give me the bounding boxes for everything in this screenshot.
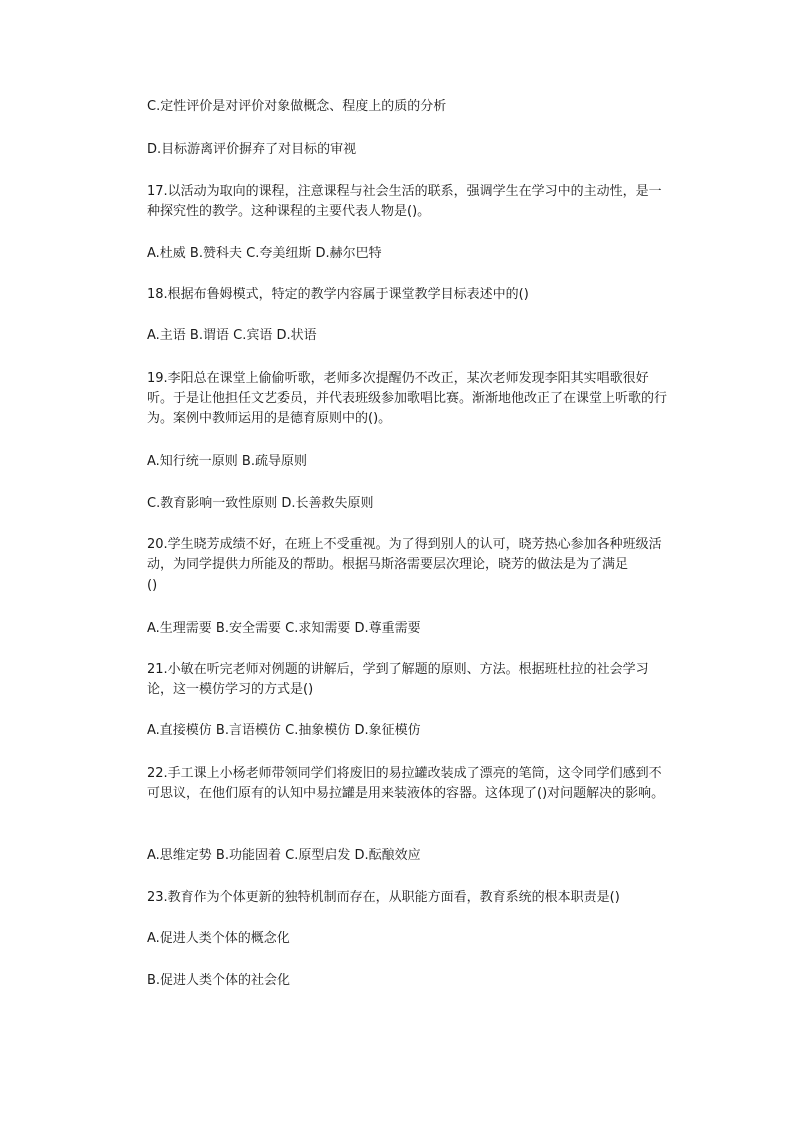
question-19: 19.李阳总在课堂上偷偷听歌，老师多次提醒仍不改正，某次老师发现李阳其实唱歌很好听。于是让他担任文艺委员，并代表班级参加歌唱比赛。渐渐地他改正了在课堂上听歌的行为。案例中教师运用的是德育原则中的()。 — [147, 371, 668, 426]
option-c-qualitative: C.定性评价是对评价对象做概念、程度上的质的分析 — [147, 99, 447, 114]
question-20-options: A.生理需要 B.安全需要 C.求知需要 D.尊重需要 — [147, 621, 421, 636]
question-21: 21.小敏在听完老师对例题的讲解后，学到了解题的原则、方法。根据班杜拉的社会学习论，这一模仿学习的方式是() — [147, 662, 649, 697]
question-23-option-b: B.促进人类个体的社会化 — [147, 973, 291, 988]
question-17: 17.以活动为取向的课程，注意课程与社会生活的联系，强调学生在学习中的主动性，是一种探究性的教学。这种课程的主要代表人物是()。 — [147, 184, 662, 219]
question-18: 18.根据布鲁姆模式，特定的教学内容属于课堂教学目标表述中的() — [147, 287, 529, 302]
question-20-blank: () — [147, 578, 158, 593]
question-19-options-line-1: A.知行统一原则 B.疏导原则 — [147, 454, 307, 469]
question-23-option-a: A.促进人类个体的概念化 — [147, 931, 290, 946]
question-22-options: A.思维定势 B.功能固着 C.原型启发 D.酝酿效应 — [147, 848, 421, 863]
question-21-options: A.直接模仿 B.言语模仿 C.抽象模仿 D.象征模仿 — [147, 723, 421, 738]
question-22: 22.手工课上小杨老师带领同学们将废旧的易拉罐改装成了漂亮的笔筒，这令同学们感到不可思议，在他们原有的认知中易拉罐是用来装液体的容器。这体现了()对问题解决的影响。 — [147, 766, 665, 801]
question-18-options: A.主语 B.谓语 C.宾语 D.状语 — [147, 328, 317, 343]
question-17-options: A.杜威 B.赞科夫 C.夸美纽斯 D.赫尔巴特 — [147, 246, 382, 261]
option-d-goal-free: D.目标游离评价摒弃了对目标的审视 — [147, 142, 357, 157]
question-20: 20.学生晓芳成绩不好，在班上不受重视。为了得到别人的认可，晓芳热心参加各种班级活动，为同学提供力所能及的帮助。根据马斯洛需要层次理论，晓芳的做法是为了满足 — [147, 537, 662, 572]
question-23: 23.教育作为个体更新的独特机制而存在，从职能方面看，教育系统的根本职责是() — [147, 890, 620, 905]
question-19-options-line-2: C.教育影响一致性原则 D.长善救失原则 — [147, 496, 374, 511]
